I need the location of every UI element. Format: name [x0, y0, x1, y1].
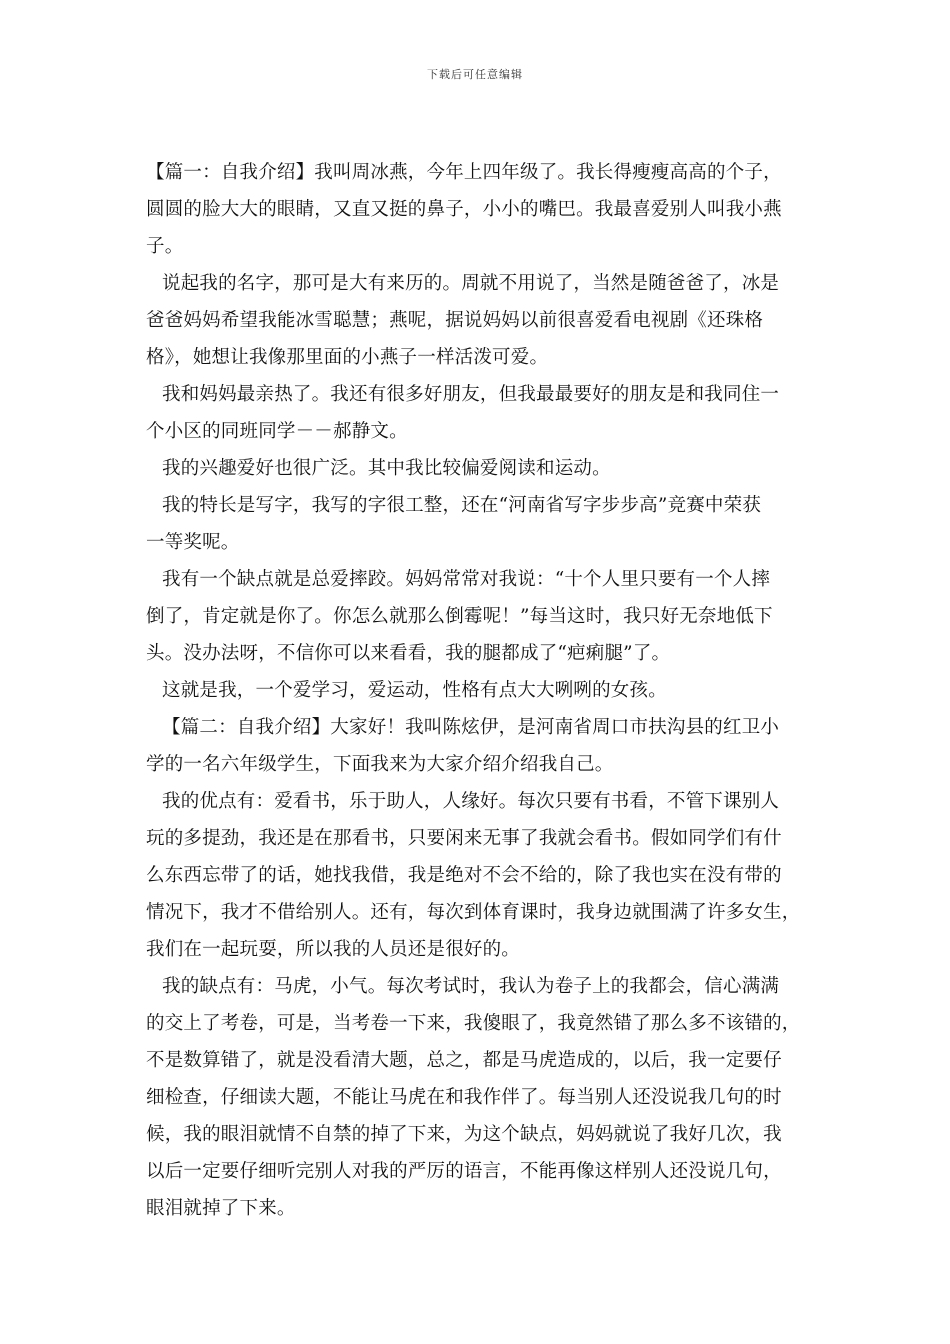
text-line: 么东西忘带了的话，她找我借，我是绝对不会不给的，除了我也实在没有带的: [146, 865, 782, 886]
text-line: 爸爸妈妈希望我能冰雪聪慧；燕呢，据说妈妈以前很喜爱看电视剧《还珠格: [146, 310, 764, 331]
text-line: 我的优点有：爱看书，乐于助人，人缘好。每次只要有书看，不管下课别人: [162, 791, 780, 812]
text-line: 细检查，仔细读大题，不能让马虎在和我作伴了。每当别人还没说我几句的时: [146, 1087, 782, 1108]
text-line: 头。没办法呀，不信你可以来看看，我的腿都成了“疤痢腿”了。: [146, 643, 671, 664]
text-line: 【篇一：自我介绍】我叫周冰燕，今年上四年级了。我长得瘦瘦高高的个子，: [146, 162, 782, 183]
text-line: 情况下，我才不借给别人。还有，每次到体育课时，我身边就围满了许多女生，: [146, 902, 801, 923]
text-line: 一等奖呢。: [146, 532, 240, 553]
text-line: 我有一个缺点就是总爱摔跤。妈妈常常对我说：“十个人里只要有一个人摔: [162, 569, 771, 590]
text-line: 圆圆的脸大大的眼睛，又直又挺的鼻子，小小的嘴巴。我最喜爱别人叫我小燕: [146, 199, 782, 220]
text-line: 格》，她想让我像那里面的小燕子一样活泼可爱。: [146, 347, 549, 368]
text-line: 我和妈妈最亲热了。我还有很多好朋友，但我最最要好的朋友是和我同住一: [162, 384, 780, 405]
text-line: 我的缺点有：马虎，小气。每次考试时，我认为卷子上的我都会，信心满满: [162, 976, 780, 997]
text-line: 说起我的名字，那可是大有来历的。周就不用说了，当然是随爸爸了，冰是: [162, 273, 780, 294]
text-line: 不是数算错了，就是没看清大题，总之，都是马虎造成的，以后，我一定要仔: [146, 1050, 782, 1071]
text-line: 子。: [146, 236, 184, 257]
text-line: 我的特长是写字，我写的字很工整，还在“河南省写字步步高”竞赛中荣获: [162, 495, 762, 516]
document-body: [142, 154, 822, 1227]
text-line: 【篇二：自我介绍】大家好！我叫陈炫伊，是河南省周口市扶沟县的红卫小: [162, 717, 780, 738]
text-line: 玩的多提劲，我还是在那看书，只要闲来无事了我就会看书。假如同学们有什: [146, 828, 782, 849]
text-line: 以后一定要仔细听完别人对我的严厉的语言，不能再像这样别人还没说几句，: [146, 1161, 782, 1182]
text-line: 倒了，肯定就是你了。你怎么就那么倒霉呢！”每当这时，我只好无奈地低下: [146, 606, 773, 627]
text-line: 我们在一起玩耍，所以我的人员还是很好的。: [146, 939, 521, 960]
text-line: 候，我的眼泪就情不自禁的掉了下来，为这个缺点，妈妈就说了我好几次，我: [146, 1124, 782, 1145]
text-line: 学的一名六年级学生，下面我来为大家介绍介绍我自己。: [146, 754, 614, 775]
text-line: 这就是我，一个爱学习，爱运动，性格有点大大咧咧的女孩。: [162, 680, 667, 701]
text-line: 的交上了考卷，可是，当考卷一下来，我傻眼了，我竟然错了那么多不该错的，: [146, 1013, 801, 1034]
text-line: 个小区的同班同学－－郝静文。: [146, 421, 408, 442]
header-note: 下载后可任意编辑: [427, 68, 523, 81]
text-line: 我的兴趣爱好也很广泛。其中我比较偏爱阅读和运动。: [162, 458, 611, 479]
text-line: 眼泪就掉了下来。: [146, 1198, 296, 1219]
